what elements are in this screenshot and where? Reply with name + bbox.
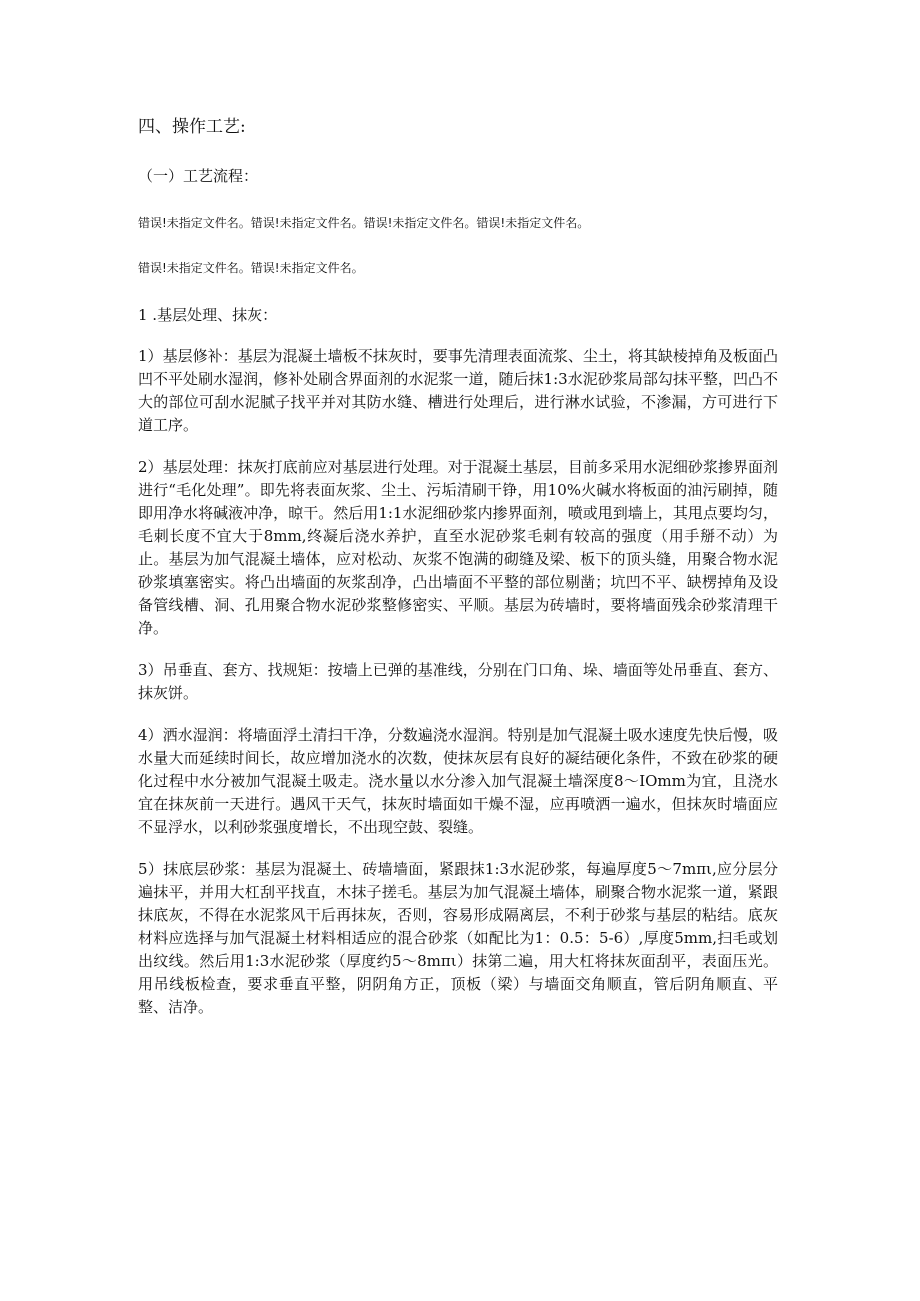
- paragraph-base-mortar: 5）抹底层砂浆：基层为混凝土、砖墙墙面，紧跟抹1:3水泥砂浆，每遍厚度5～7mπι,应分层分遍抹平，并用大杠刮平找直，木抹子搓毛。基层为加气混凝土墙体，刷聚合物水泥浆一道，紧跟抹底灰，不得在水泥浆风干后再抹灰，否则，容易形成隔离层，不利于砂浆与基层的粘结。底灰材料应选择与加气混凝土材料相适应的混合砂浆（如配比为1：0.5：5-6）,厚度5mm,扫毛或划出纹线。然后用1:3水泥砂浆（厚度约5～8mπι）抹第二遍，用大杠将抹灰面刮平，表面压光。用吊线板检查，要求垂直平整，阴阴角方正，顶板（梁）与墙面交角顺直，管后阴角顺直、平整、洁净。: [138, 860, 778, 1016]
- paragraph-base-repair: 1）基层修补：基层为混凝土墙板不抹灰时，要事先清理表面流浆、尘土，将其缺棱掉角及板面凸凹不平处刷水湿润，修补处刷含界面剂的水泥浆一道，随后抹1:3水泥砂浆局部勾抹平整，凹凸不大的部位可刮水泥腻子找平并对其防水缝、槽进行处理后，进行淋水试验，不渗漏，方可进行下道工序。: [138, 347, 778, 434]
- section-heading: 四、操作工艺:: [138, 117, 246, 137]
- error-message-line-2: 错误!未指定文件名。错误!未指定文件名。: [138, 261, 364, 275]
- paragraph-base-treatment: 2）基层处理：抹灰打底前应对基层进行处理。对于混凝土基层，目前多采用水泥细砂浆掺界面剂进行“毛化处理”。即先将表面灰浆、尘土、污垢清刷干铮，用10%火碱水将板面的油污刷掉，随即用净水将碱液冲净，晾干。然后用1:1水泥细砂浆内掺界面剂，喷或甩到墙上，其甩点要均匀，毛刺长度不宜大于8mm,终凝后浇水养护，直至水泥砂浆毛刺有较高的强度（用手掰不动）为止。基层为加气混凝土墙体，应对松动、灰浆不饱满的砌缝及梁、板下的顶头缝，用聚合物水泥砂浆填塞密实。将凸出墙面的灰浆刮净，凸出墙面不平整的部位剔凿；坑凹不平、缺楞掉角及设备管线槽、洞、孔用聚合物水泥砂浆整修密实、平顺。基层为砖墙时，要将墙面残余砂浆清理干净。: [138, 458, 778, 637]
- paragraph-plumb-square: 3）吊垂直、套方、找规矩：按墙上已弹的基准线，分别在门口角、垛、墙面等处吊垂直、套方、抹灰饼。: [138, 661, 778, 702]
- step-title: 1 .基层处理、抹灰：: [138, 306, 278, 324]
- subsection-heading: （一）工艺流程：: [138, 167, 259, 185]
- paragraph-wetting: 4）洒水湿润：将墙面浮土清扫干净，分数遍浇水湿润。特别是加气混凝土吸水速度先快后慢，吸水量大而延续时间长，故应增加浇水的次数，使抹灰层有良好的凝结硬化条件，不致在砂浆的硬化过程中水分被加气混凝土吸走。浇水量以水分渗入加气混凝土墙深度8～IOmm为宜，且浇水宜在抹灰前一天进行。遇风干天气，抹灰时墙面如干燥不湿，应再喷洒一遍水，但抹灰时墙面应不显浮水，以利砂浆强度增长，不出现空鼓、裂缝。: [138, 726, 778, 836]
- error-message-line-1: 错误!未指定文件名。错误!未指定文件名。错误!未指定文件名。错误!未指定文件名。: [138, 216, 590, 230]
- document-page: [138, 112, 778, 1038]
